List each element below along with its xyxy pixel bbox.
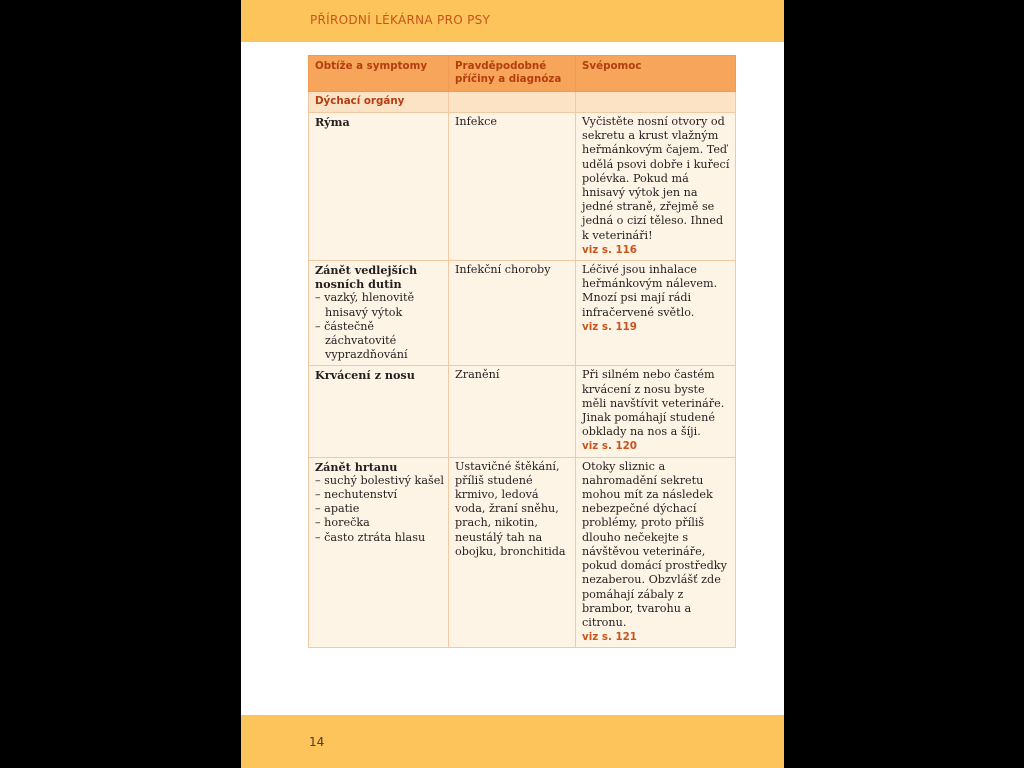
condition-name: Zánět hrtanu (315, 459, 398, 474)
page-reference: viz s. 121 (582, 631, 637, 644)
table-header-row (309, 56, 736, 92)
section-empty-cell (449, 92, 576, 113)
symptom-item: – apatie (315, 502, 444, 516)
symptom-item: – suchý bolestivý kašel (315, 474, 444, 488)
table-row (309, 261, 736, 366)
page-reference: viz s. 119 (582, 320, 637, 333)
condition-name: Krvácení z nosu (315, 368, 415, 383)
remedy-text: Otoky sliznic a nahromadění sekretu mohou mít za následek nebezpečné dýchací problémy, proto příliš dlouho nečekejte s návštěvou veterináře, pokud domácí prostředky nezaberou. Obzvlášť zde pomáhají zábaly z brambor, tvarohu a citronu. (582, 459, 727, 629)
book-page (241, 0, 784, 768)
remedy-text: Léčivé jsou inhalace heřmánkovým nálevem. Mnozí psi mají rádi infračervené světlo. (582, 263, 718, 319)
symptoms-cell (309, 261, 449, 366)
header-band (241, 0, 784, 42)
header-symptoms: Obtíže a symptomy (309, 56, 449, 92)
header-remedy: Svépomoc (576, 56, 736, 92)
table-row (309, 457, 736, 648)
causes-cell: Ustavičné štěkání, příliš studené krmivo, ledová voda, žraní sněhu, prach, nikotin, neustálý tah na obojku, bronchitida (449, 457, 576, 648)
table-body (309, 92, 736, 648)
symptoms-cell (309, 457, 449, 648)
symptom-item: – často ztráta hlasu (315, 531, 444, 545)
page-reference: viz s. 116 (582, 243, 637, 256)
section-label: Dýchací orgány (315, 95, 405, 107)
remedy-cell (576, 113, 736, 261)
section-empty-cell (576, 92, 736, 113)
footer-band (241, 715, 784, 768)
causes-cell: Infekční choroby (449, 261, 576, 366)
condition-name: Zánět vedlejších nosních dutin (315, 263, 418, 292)
remedy-text: Při silném nebo častém krvácení z nosu byste měli navštívit veterináře. Jinak pomáhají studené obklady na nos a šíji. (582, 368, 725, 439)
section-row (309, 92, 736, 113)
remedy-cell (576, 366, 736, 457)
header-causes: Pravděpodobné příčiny a diagnóza (449, 56, 576, 92)
symptom-list (315, 291, 444, 362)
symptom-item: – vazký, hlenovitě hnisavý výtok (315, 291, 444, 319)
table-row (309, 366, 736, 457)
symptom-item: – nechutenství (315, 488, 444, 502)
running-head: PŘÍRODNÍ LÉKÁRNA PRO PSY (310, 13, 491, 27)
page-number: 14 (309, 735, 325, 749)
condition-name: Rýma (315, 115, 350, 129)
page-reference: viz s. 120 (582, 440, 637, 453)
remedy-cell (576, 261, 736, 366)
causes-cell: Infekce (449, 113, 576, 261)
symptom-list (315, 474, 444, 545)
symptoms-cell (309, 366, 449, 457)
symptom-item: – horečka (315, 516, 444, 530)
table-row (309, 113, 736, 261)
symptoms-cell (309, 113, 449, 261)
remedy-text: Vyčistěte nosní otvory od sekretu a krust vlažným heřmánkovým čajem. Teď udělá psovi dobře i kuřecí polévka. Pokud má hnisavý výtok jen na jedné straně, zřejmě se jedná o cizí těleso. Ihned k veterináři! (582, 115, 730, 242)
causes-cell: Zranění (449, 366, 576, 457)
remedy-cell (576, 457, 736, 648)
remedy-table (308, 55, 736, 648)
section-cell (309, 92, 449, 113)
symptom-item: – částečně záchvatovité vyprazdňování (315, 320, 444, 363)
